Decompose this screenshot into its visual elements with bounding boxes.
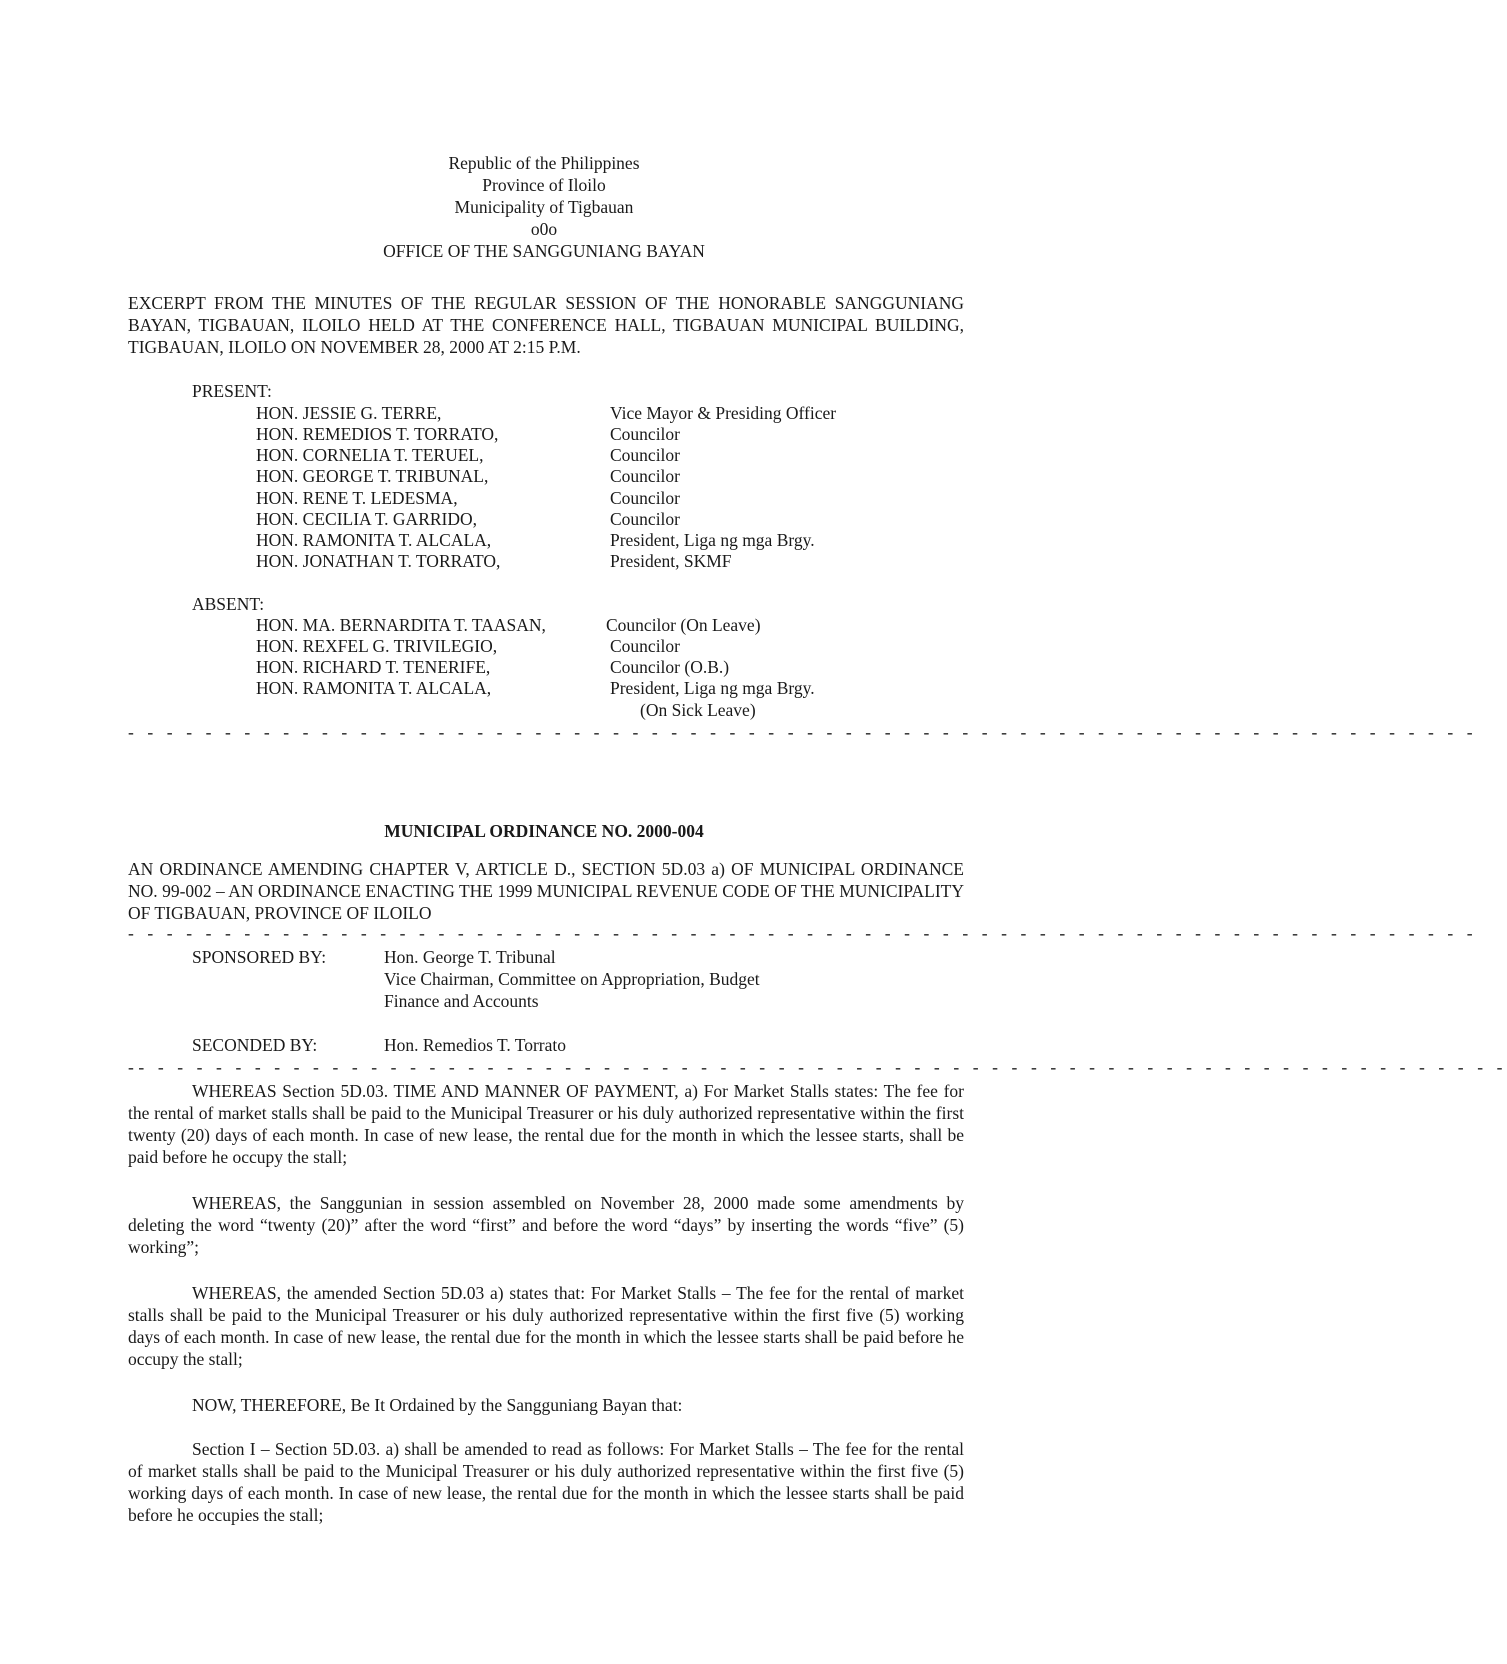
member-name: HON. CORNELIA T. TERUEL, [256, 445, 484, 465]
absent-row [256, 699, 956, 721]
member-role: President, Liga ng mga Brgy. [610, 678, 815, 698]
sponsor-name: Hon. George T. Tribunal [384, 947, 556, 967]
member-role: President, SKMF [610, 551, 732, 571]
member-name: HON. RAMONITA T. ALCALA, [256, 530, 492, 550]
present-row [256, 465, 956, 487]
member-role: Councilor [610, 466, 680, 486]
present-row [256, 444, 956, 466]
member-role: President, Liga ng mga Brgy. [610, 530, 815, 550]
member-role: Councilor [610, 445, 680, 465]
header-republic: Republic of the Philippines [448, 153, 640, 173]
whereas-paragraph-1: WHEREAS Section 5D.03. TIME AND MANNER OF PAYMENT, a) For Market Stalls states: The fee for the rental of market stalls shall be paid to the Municipal Treasurer or his duly authorized representative within the first twenty (20) days of each month. In case of new lease, the rental due for the month in which the lessee starts, shall be paid before he occupy the stall; [128, 1081, 964, 1167]
present-row [256, 550, 956, 572]
member-name: HON. GEORGE T. TRIBUNAL, [256, 466, 489, 486]
member-name: HON. JESSIE G. TERRE, [256, 403, 442, 423]
member-name: HON. REXFEL G. TRIVILEGIO, [256, 636, 498, 656]
member-name: HON. REMEDIOS T. TORRATO, [256, 424, 499, 444]
present-row [256, 487, 956, 509]
absent-row [256, 656, 956, 678]
ordinance-subtitle: AN ORDINANCE AMENDING CHAPTER V, ARTICLE D., SECTION 5D.03 a) OF MUNICIPAL ORDINANCE NO. 99-002 – AN ORDINANCE ENACTING THE 1999 MUNICIPAL REVENUE CODE OF THE MUNICIPALITY OF TIGBAUAN, PROVINCE OF ILOILO [128, 859, 964, 923]
present-row [256, 402, 956, 424]
divider-line: - - - - - - - - - - - - - - - - - - - - - - - - - - - - - - - - - - - - - - - - - - - - - - - - - - - - - - - - - - - - - - - - - - - - - - [128, 923, 1478, 943]
sponsor-label: SPONSORED BY: [192, 947, 327, 967]
whereas-paragraph-2: WHEREAS, the Sanggunian in session assembled on November 28, 2000 made some amendments by deleting the word “twenty (20)” after the word “first” and before the word “days” by inserting the words “five” (5) working”; [128, 1193, 964, 1257]
member-name: HON. CECILIA T. GARRIDO, [256, 509, 478, 529]
seconded-label: SECONDED BY: [192, 1035, 318, 1055]
member-role: Vice Mayor & Presiding Officer [610, 403, 837, 423]
present-row [256, 529, 956, 551]
section-i-paragraph: Section I – Section 5D.03. a) shall be amended to read as follows: For Market Stalls – The fee for the rental of market stalls shall be paid to the Municipal Treasurer or his duly authorized representative within the first five (5) working days of each month. In case of new lease, the rental due for the month in which the lessee starts shall be paid before he occupies the stall; [128, 1439, 964, 1525]
header-municipality: Municipality of Tigbauan [454, 197, 634, 217]
whereas-paragraph-3: WHEREAS, the amended Section 5D.03 a) states that: For Market Stalls – The fee for the rental of market stalls shall be paid to the Municipal Treasurer or his duly authorized representative within the first five (5) working days of each month. In case of new lease, the rental due for the month in which the lessee starts shall be paid before he occupy the stall; [128, 1283, 964, 1369]
absent-row [256, 614, 956, 636]
member-role: Councilor [610, 424, 680, 444]
header-province: Province of Iloilo [482, 175, 606, 195]
member-role: Councilor (O.B.) [610, 657, 730, 677]
header-ornament: o0o [530, 219, 558, 239]
letterhead [0, 152, 1088, 262]
member-role: Councilor [610, 636, 680, 656]
divider-line: - - - - - - - - - - - - - - - - - - - - - - - - - - - - - - - - - - - - - - - - - - - - - - - - - - - - - - - - - - - - - - - - - - - - - - [128, 722, 1478, 742]
divider-line: -- - - - - - - - - - - - - - - - - - - - - - - - - - - - - - - - - - - - - - - - - - - - - - - - - - - - - - - - - - - - - - - - - - - - - - - [128, 1057, 1507, 1077]
now-therefore-paragraph: NOW, THEREFORE, Be It Ordained by the Sangguniang Bayan that: [192, 1395, 683, 1415]
ordinance-title: MUNICIPAL ORDINANCE NO. 2000-004 [384, 821, 704, 841]
excerpt-paragraph: EXCERPT FROM THE MINUTES OF THE REGULAR SESSION OF THE HONORABLE SANGGUNIANG BAYAN, TIGBAUAN, ILOILO HELD AT THE CONFERENCE HALL, TIGBAUAN MUNICIPAL BUILDING, TIGBAUAN, ILOILO ON NOVEMBER 28, 2000 AT 2:15 P.M. [128, 293, 964, 357]
member-role: Councilor (On Leave) [606, 615, 761, 635]
present-label: PRESENT: [192, 381, 272, 401]
member-name: HON. RAMONITA T. ALCALA, [256, 678, 492, 698]
member-name: HON. JONATHAN T. TORRATO, [256, 551, 501, 571]
absent-row [256, 677, 956, 699]
present-row [256, 508, 956, 530]
seconded-name: Hon. Remedios T. Torrato [384, 1035, 567, 1055]
member-name: HON. MA. BERNARDITA T. TAASAN, [256, 615, 546, 635]
member-role: Councilor [610, 509, 680, 529]
sponsor-title: Vice Chairman, Committee on Appropriation, Budget [384, 969, 760, 989]
absent-row [256, 635, 956, 657]
member-name: HON. RENE T. LEDESMA, [256, 488, 458, 508]
absent-label: ABSENT: [192, 594, 265, 614]
member-name: HON. RICHARD T. TENERIFE, [256, 657, 491, 677]
sponsor-title: Finance and Accounts [384, 991, 539, 1011]
absent-note: (On Sick Leave) [640, 700, 756, 720]
present-row [256, 423, 956, 445]
member-role: Councilor [610, 488, 680, 508]
header-office: OFFICE OF THE SANGGUNIANG BAYAN [383, 241, 705, 261]
